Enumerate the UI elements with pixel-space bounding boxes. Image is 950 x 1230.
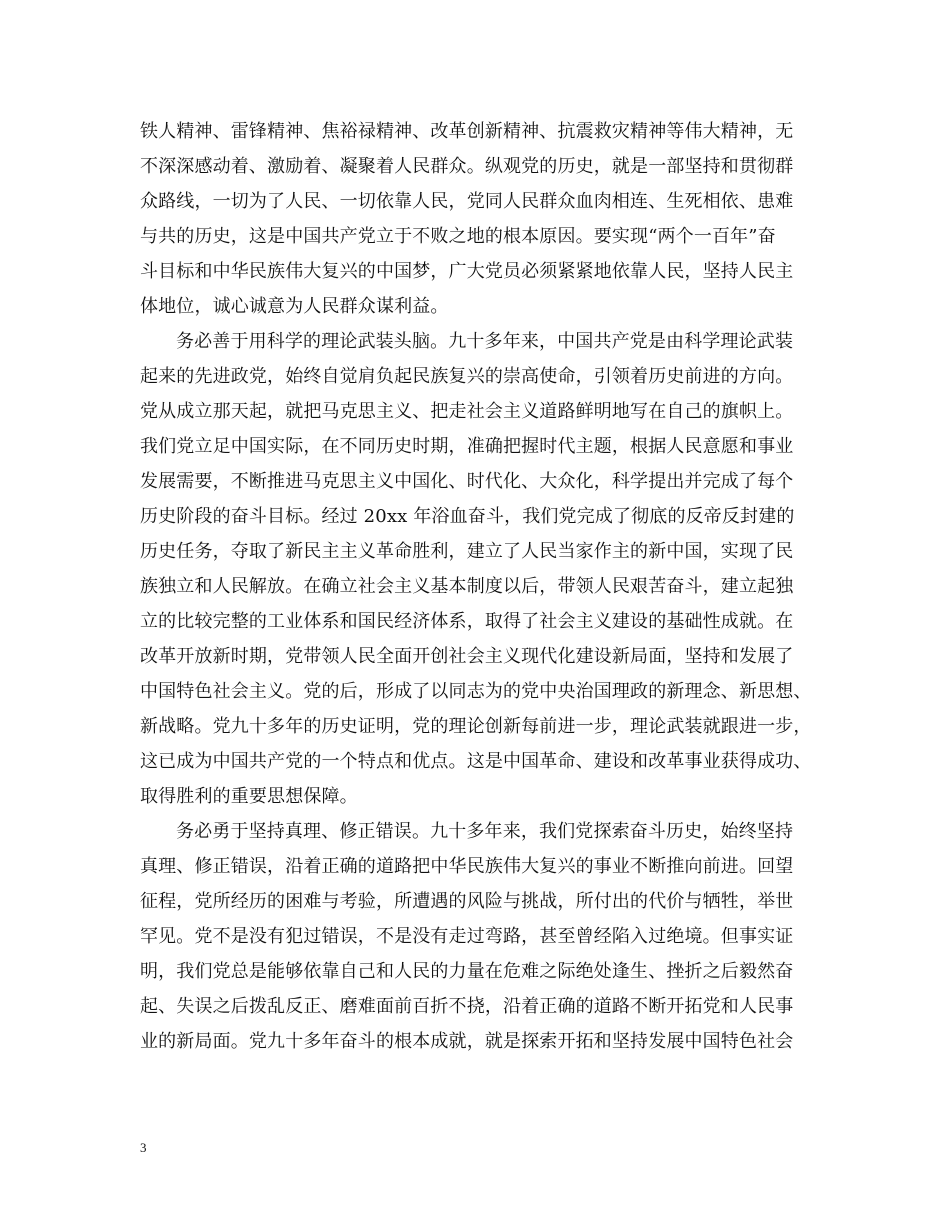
text-line: 中国特色社会主义。党的后，形成了以同志为的党中央治国理政的新理念、新思想、 <box>140 681 812 702</box>
text-line: 改革开放新时期，党带领人民全面开创社会主义现代化建设新局面，坚持和发展了 <box>140 646 794 667</box>
text-line: 起来的先进政党，始终自觉肩负起民族复兴的崇高使命，引领着历史前进的方向。 <box>140 366 794 387</box>
text-line: 斗目标和中华民族伟大复兴的中国梦，广大党员必须紧紧地依靠人民，坚持人民主 <box>140 261 794 282</box>
text-line: 族独立和人民解放。在确立社会主义基本制度以后，带领人民艰苦奋斗，建立起独 <box>140 576 794 597</box>
text-line: 取得胜利的重要思想保障。 <box>140 786 358 807</box>
paragraph-3 <box>140 814 840 1059</box>
text-line: 不深深感动着、激励着、凝聚着人民群众。纵观党的历史，就是一部坚持和贯彻群 <box>140 156 794 177</box>
page-number: 3 <box>140 1140 147 1155</box>
text-line: 务必善于用科学的理论武装头脑。九十多年来，中国共产党是由科学理论武装 <box>176 331 794 352</box>
text-line: 发展需要，不断推进马克思主义中国化、时代化、大众化，科学提出并完成了每个 <box>140 471 794 492</box>
text-line: 新战略。党九十多年的历史证明，党的理论创新每前进一步，理论武装就跟进一步， <box>140 716 812 737</box>
text-line: 这已成为中国共产党的一个特点和优点。这是中国革命、建设和改革事业获得成功、 <box>140 751 812 772</box>
paragraph-1 <box>140 114 840 324</box>
text-line: 历史任务，夺取了新民主主义革命胜利，建立了人民当家作主的新中国，实现了民 <box>140 541 794 562</box>
text-line: 众路线，一切为了人民、一切依靠人民，党同人民群众血肉相连、生死相依、患难 <box>140 191 794 212</box>
text-line: 我们党立足中国实际，在不同历史时期，准确把握时代主题，根据人民意愿和事业 <box>140 436 794 457</box>
text-line: 务必勇于坚持真理、修正错误。九十多年来，我们党探索奋斗历史，始终坚持 <box>176 821 794 842</box>
document-body <box>140 114 840 1059</box>
text-line: 历史阶段的奋斗目标。经过 20xx 年浴血奋斗，我们党完成了彻底的反帝反封建的 <box>140 506 795 527</box>
paragraph-2 <box>140 324 840 814</box>
text-line: 体地位，诚心诚意为人民群众谋利益。 <box>140 296 449 317</box>
text-line: 明，我们党总是能够依靠自己和人民的力量在危难之际绝处逢生、挫折之后毅然奋 <box>140 961 794 982</box>
text-line: 立的比较完整的工业体系和国民经济体系，取得了社会主义建设的基础性成就。在 <box>140 611 794 632</box>
text-line: 罕见。党不是没有犯过错误，不是没有走过弯路，甚至曾经陷入过绝境。但事实证 <box>140 926 794 947</box>
text-line: 业的新局面。党九十多年奋斗的根本成就，就是探索开拓和坚持发展中国特色社会 <box>140 1031 794 1052</box>
text-line: 与共的历史，这是中国共产党立于不败之地的根本原因。要实现“两个一百年”奋 <box>140 226 776 247</box>
text-line: 起、失误之后拨乱反正、磨难面前百折不挠，沿着正确的道路不断开拓党和人民事 <box>140 996 794 1017</box>
text-line: 征程，党所经历的困难与考验，所遭遇的风险与挑战，所付出的代价与牺牲，举世 <box>140 891 794 912</box>
text-line: 铁人精神、雷锋精神、焦裕禄精神、改革创新精神、抗震救灾精神等伟大精神，无 <box>140 121 794 142</box>
text-line: 真理、修正错误，沿着正确的道路把中华民族伟大复兴的事业不断推向前进。回望 <box>140 856 794 877</box>
text-line: 党从成立那天起，就把马克思主义、把走社会主义道路鲜明地写在自己的旗帜上。 <box>140 401 794 422</box>
